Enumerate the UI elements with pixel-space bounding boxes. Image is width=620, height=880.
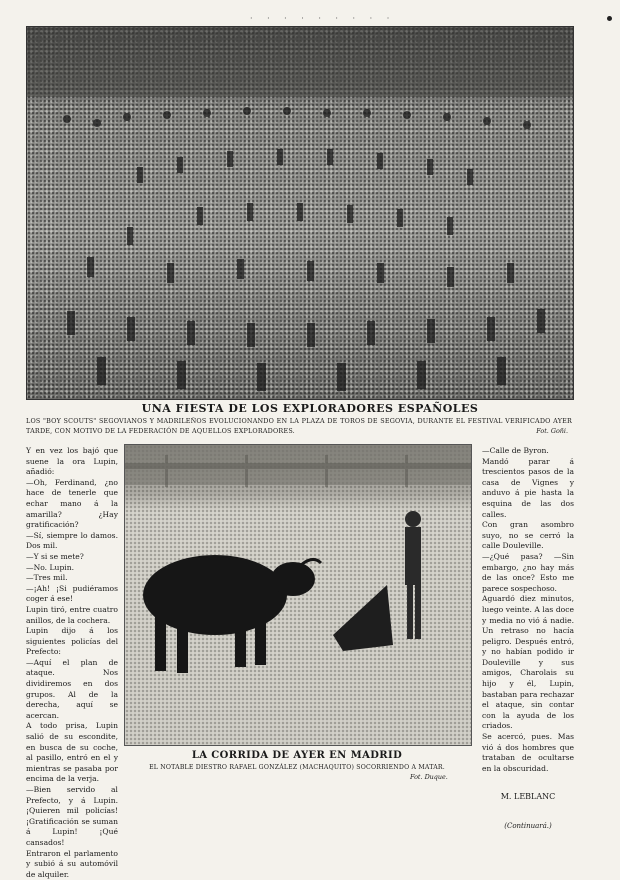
scouts-photo-credit: Fot. Goñi. (536, 427, 568, 435)
scouts-photo-figures (27, 27, 573, 399)
scouts-photo (26, 26, 574, 400)
author-signature: M. LEBLANC (500, 792, 556, 802)
left-paragraph: Lupin tiró, entre cuatro anillos, de la cochera. (26, 604, 118, 625)
left-paragraph: —Bien servido al Prefecto, y á Lupin. ¡Quieren mil policías! ¡Gratificación se suman á Lupin! ¡Qué cansados! (26, 785, 118, 847)
bull-figure (143, 555, 321, 673)
scouts-photo-caption: LOS "BOY SCOUTS" SEGOVIANOS Y MADRILEÑOS EVOLUCIONANDO EN LA PLAZA DE TOROS DE SEGOVIA, DURANTE EL FESTIVAL VERIFICADO AYER TARDE, CON MOTIVO DE LA FEDERACIÓN DE AQUELLOS EXPLORADORES. (26, 417, 572, 435)
bullfight-photo-caption: EL NOTABLE DIESTRO RAFAEL GONZÁLEZ (MACHAQUITO) SOCORRIENDO A MATAR. (149, 764, 445, 771)
right-column (482, 446, 574, 832)
bullfight-photo-credit: Fot. Duque. (410, 773, 448, 781)
bullfight-photo-scene (125, 445, 471, 745)
left-paragraph: A todo prisa, Lupin salió de su escondite, en busca de su coche, al pasillo, entró en el y mientras se pasaba por encima de la verja. (26, 721, 118, 784)
continued-note: (Continuará.) (504, 822, 552, 830)
left-paragraph: Y en vez los bajó que suene la ora Lupin, añadió: (26, 446, 118, 477)
left-paragraph: —Sí, siempre lo damos. Dos mil. (26, 530, 118, 551)
left-paragraph: —No. Lupin. (26, 562, 75, 572)
right-paragraph: Mandó parar á trescientos pasos de la casa de Vignes y anduvo á pie hasta la esquina de las dos calles. (482, 456, 574, 519)
left-paragraph: —Y si se mete? (26, 551, 84, 561)
left-paragraph: —Aquí el plan de ataque. Nos dividiremos en dos grupos. Al de la derecha, aquí se acercan. (26, 657, 118, 720)
edge-mark (607, 16, 612, 21)
scouts-photo-title: UNA FIESTA DE LOS EXPLORADORES ESPAÑOLES (141, 402, 479, 415)
page-dots: · · · · · · · · · (250, 14, 396, 23)
left-paragraph: —Oh, Ferdinand, ¿no hace de tenerle que echar mano á la amarilla? ¿Hay gratificación? (26, 477, 118, 530)
left-paragraph: —Tres mil. (26, 573, 68, 583)
right-paragraph: Con gran asombro suyo, no se cerró la calle Douleville. (482, 520, 574, 551)
cape-figure (333, 585, 393, 651)
right-paragraph: Se acercó, pues. Mas vió á dos hombres que trataban de ocultarse en la obscuridad. (482, 732, 574, 773)
left-paragraph: —¡Ah! ¡Si pudiéramos coger á ese! (26, 583, 118, 604)
bullfight-photo-title: LA CORRIDA DE AYER EN MADRID (191, 750, 403, 761)
right-paragraph: Aguardó diez minutos, luego veinte. A las doce y media no vió á nadie. Un retraso no hacía peligro. Después entró, y no habían podido ir Douleville y sus amigos, Charolais su hijo y él, Lupin, bastaban para rechazar el ataque, sin contar con la ayuda de los criados. (482, 594, 574, 731)
left-paragraph: Entraron el parlamento y subió á su automóvil de alquiler. (26, 848, 118, 879)
right-paragraph: —Calle de Byron. (482, 446, 549, 455)
left-paragraph: Lupin dijo á los siguientes policías del Prefecto: (26, 626, 118, 657)
matador-figure (405, 511, 421, 639)
right-paragraph: —¿Qué pasa? —Sin embargo, ¿no hay más de las once? Esto me parece sospechoso. (482, 551, 574, 593)
bullfight-photo (124, 444, 472, 746)
left-column (26, 446, 118, 880)
